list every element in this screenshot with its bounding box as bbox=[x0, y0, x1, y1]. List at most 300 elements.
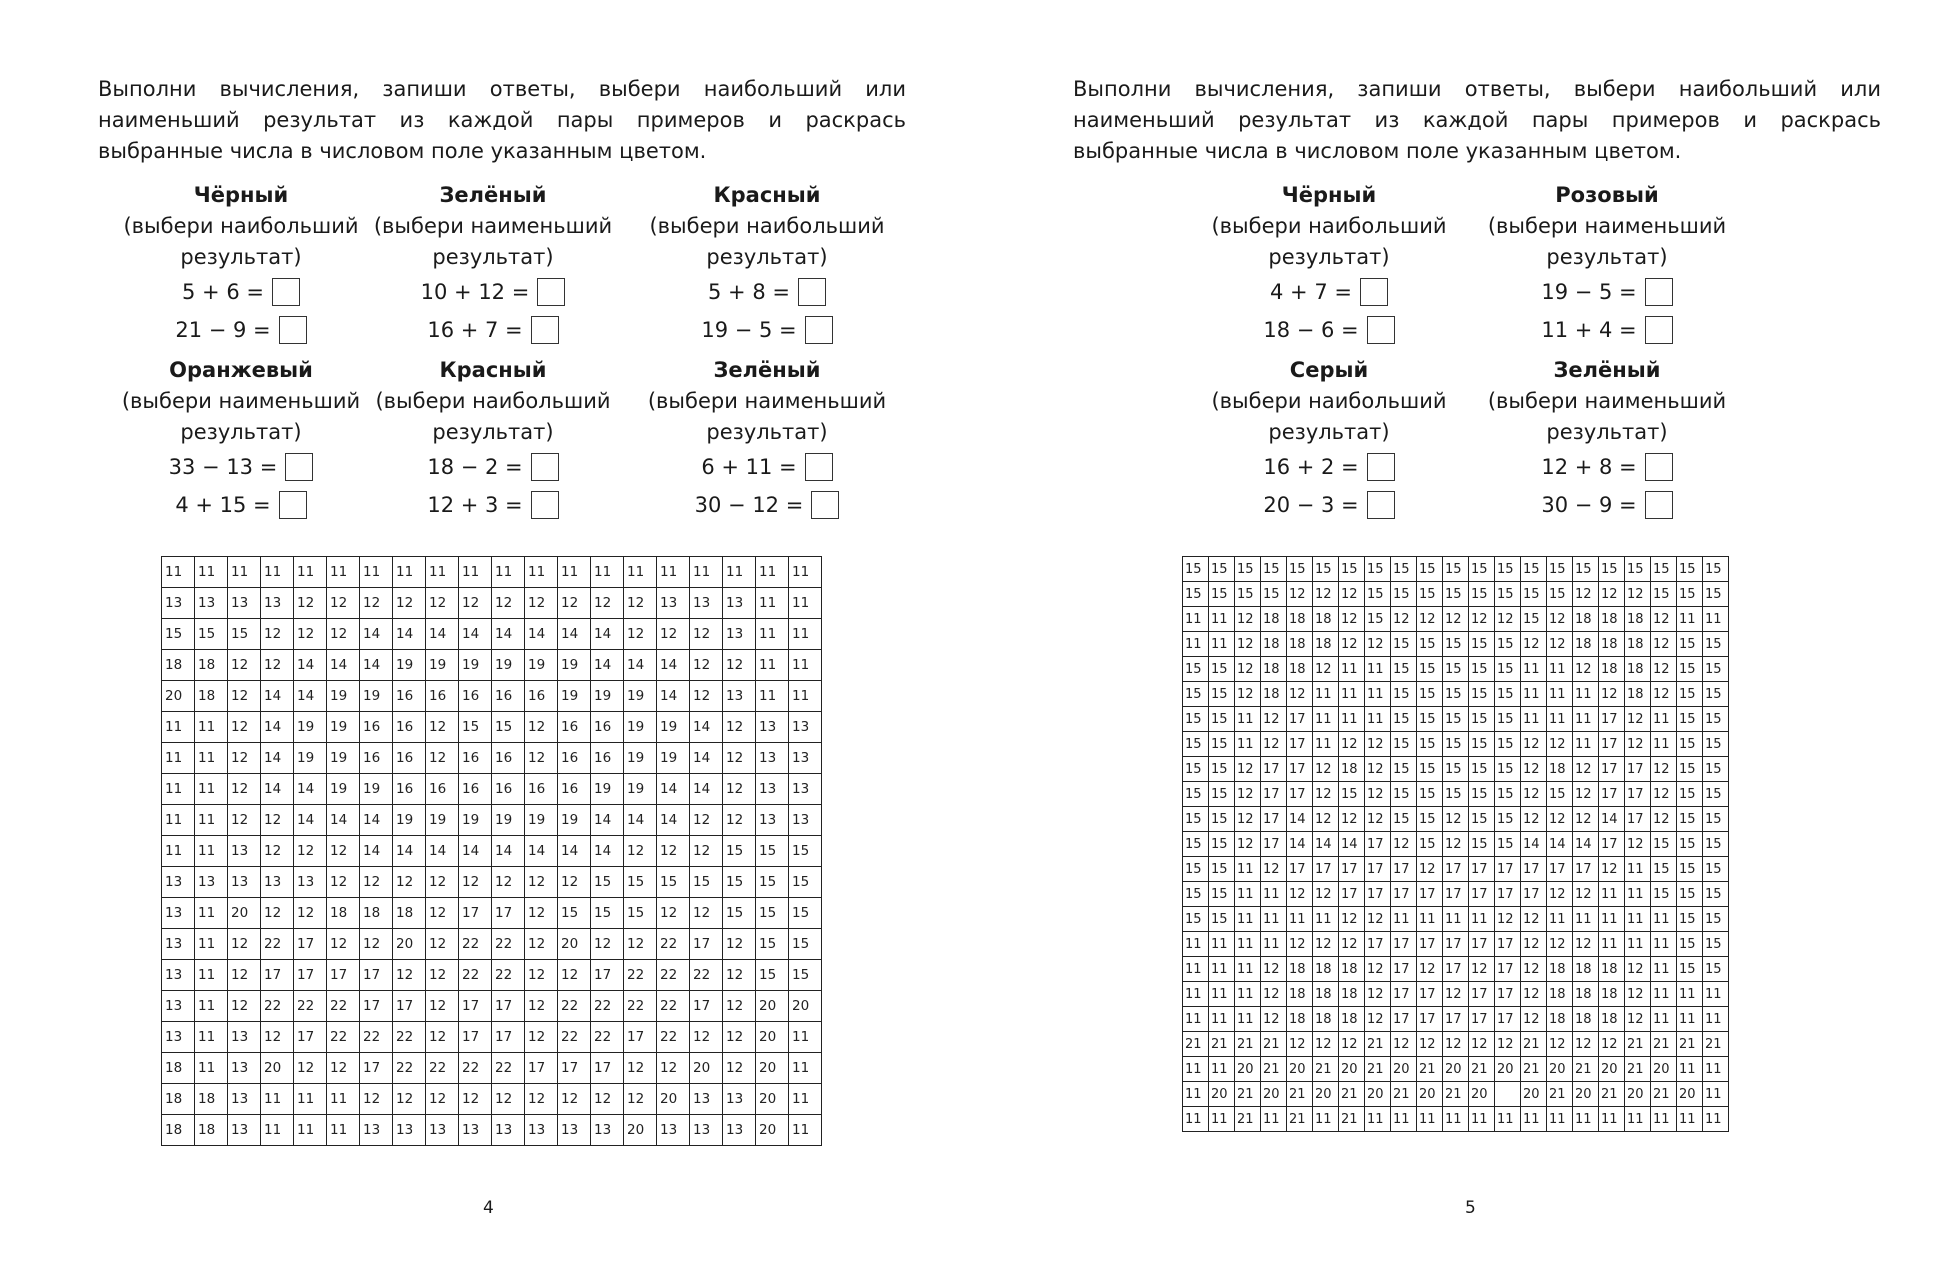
grid-cell[interactable]: 11 bbox=[1547, 1107, 1573, 1132]
grid-cell[interactable]: 11 bbox=[162, 712, 195, 743]
grid-cell[interactable]: 17 bbox=[1469, 857, 1495, 882]
grid-cell[interactable]: 15 bbox=[1443, 557, 1469, 582]
grid-cell[interactable]: 12 bbox=[1417, 857, 1443, 882]
grid-cell[interactable]: 14 bbox=[558, 619, 591, 650]
grid-cell[interactable]: 11 bbox=[1547, 907, 1573, 932]
grid-cell[interactable]: 15 bbox=[1703, 682, 1729, 707]
grid-cell[interactable]: 12 bbox=[1235, 607, 1261, 632]
grid-cell[interactable]: 11 bbox=[1677, 982, 1703, 1007]
grid-cell[interactable]: 12 bbox=[525, 867, 558, 898]
grid-cell[interactable]: 12 bbox=[261, 898, 294, 929]
grid-cell[interactable]: 15 bbox=[1495, 682, 1521, 707]
grid-cell[interactable]: 14 bbox=[360, 650, 393, 681]
grid-cell[interactable]: 12 bbox=[1313, 807, 1339, 832]
grid-cell[interactable]: 22 bbox=[393, 1022, 426, 1053]
grid-cell[interactable]: 11 bbox=[1469, 907, 1495, 932]
grid-cell[interactable]: 15 bbox=[1599, 557, 1625, 582]
grid-cell[interactable]: 15 bbox=[1677, 807, 1703, 832]
grid-cell[interactable]: 19 bbox=[525, 650, 558, 681]
grid-cell[interactable]: 13 bbox=[657, 1115, 690, 1146]
grid-cell[interactable]: 18 bbox=[195, 681, 228, 712]
grid-cell[interactable]: 15 bbox=[1183, 782, 1209, 807]
grid-cell[interactable]: 12 bbox=[723, 743, 756, 774]
grid-cell[interactable]: 22 bbox=[558, 991, 591, 1022]
grid-cell[interactable]: 12 bbox=[624, 929, 657, 960]
grid-cell[interactable]: 11 bbox=[162, 836, 195, 867]
grid-cell[interactable]: 15 bbox=[1391, 632, 1417, 657]
answer-box[interactable] bbox=[279, 316, 307, 344]
grid-cell[interactable]: 14 bbox=[657, 681, 690, 712]
grid-cell[interactable]: 19 bbox=[360, 681, 393, 712]
grid-cell[interactable]: 11 bbox=[756, 557, 789, 588]
grid-cell[interactable]: 14 bbox=[327, 805, 360, 836]
grid-cell[interactable]: 11 bbox=[756, 681, 789, 712]
grid-cell[interactable]: 11 bbox=[261, 557, 294, 588]
grid-cell[interactable]: 11 bbox=[1183, 607, 1209, 632]
grid-cell[interactable]: 14 bbox=[1547, 832, 1573, 857]
grid-cell[interactable]: 11 bbox=[1547, 682, 1573, 707]
grid-cell[interactable]: 11 bbox=[1521, 707, 1547, 732]
grid-cell[interactable]: 13 bbox=[162, 991, 195, 1022]
grid-cell[interactable]: 12 bbox=[558, 588, 591, 619]
grid-cell[interactable]: 12 bbox=[1625, 1007, 1651, 1032]
grid-cell[interactable]: 15 bbox=[1703, 857, 1729, 882]
grid-cell[interactable]: 11 bbox=[294, 1115, 327, 1146]
grid-cell[interactable]: 11 bbox=[1235, 982, 1261, 1007]
grid-cell[interactable]: 12 bbox=[1235, 807, 1261, 832]
grid-cell[interactable]: 15 bbox=[1443, 632, 1469, 657]
grid-cell[interactable]: 17 bbox=[1261, 782, 1287, 807]
grid-cell[interactable]: 19 bbox=[327, 743, 360, 774]
grid-cell[interactable]: 11 bbox=[195, 1053, 228, 1084]
grid-cell[interactable]: 12 bbox=[360, 1084, 393, 1115]
grid-cell[interactable]: 20 bbox=[1599, 1057, 1625, 1082]
grid-cell[interactable]: 12 bbox=[1651, 807, 1677, 832]
grid-cell[interactable]: 12 bbox=[1417, 607, 1443, 632]
grid-cell[interactable]: 14 bbox=[624, 805, 657, 836]
grid-cell[interactable]: 12 bbox=[261, 650, 294, 681]
grid-cell[interactable]: 17 bbox=[1417, 1007, 1443, 1032]
grid-cell[interactable]: 17 bbox=[591, 1053, 624, 1084]
grid-cell[interactable]: 14 bbox=[525, 619, 558, 650]
grid-cell[interactable]: 12 bbox=[228, 743, 261, 774]
grid-cell[interactable]: 15 bbox=[1677, 632, 1703, 657]
grid-cell[interactable]: 15 bbox=[1443, 582, 1469, 607]
grid-cell[interactable]: 20 bbox=[1443, 1057, 1469, 1082]
grid-cell[interactable]: 14 bbox=[492, 836, 525, 867]
grid-cell[interactable]: 15 bbox=[1209, 732, 1235, 757]
answer-box[interactable] bbox=[272, 278, 300, 306]
grid-cell[interactable]: 11 bbox=[1573, 682, 1599, 707]
grid-cell[interactable]: 12 bbox=[1625, 957, 1651, 982]
grid-cell[interactable]: 15 bbox=[756, 929, 789, 960]
grid-cell[interactable]: 12 bbox=[690, 619, 723, 650]
grid-cell[interactable]: 21 bbox=[1339, 1082, 1365, 1107]
grid-cell[interactable]: 12 bbox=[1313, 782, 1339, 807]
grid-cell[interactable]: 21 bbox=[1417, 1057, 1443, 1082]
grid-cell[interactable]: 15 bbox=[1677, 907, 1703, 932]
grid-cell[interactable]: 11 bbox=[1651, 982, 1677, 1007]
grid-cell[interactable]: 15 bbox=[1287, 557, 1313, 582]
grid-cell[interactable]: 14 bbox=[492, 619, 525, 650]
grid-cell[interactable]: 15 bbox=[1183, 707, 1209, 732]
grid-cell[interactable]: 11 bbox=[1183, 932, 1209, 957]
grid-cell[interactable]: 14 bbox=[1599, 807, 1625, 832]
grid-cell[interactable]: 20 bbox=[756, 1115, 789, 1146]
grid-cell[interactable]: 13 bbox=[261, 867, 294, 898]
grid-cell[interactable]: 12 bbox=[723, 1053, 756, 1084]
grid-cell[interactable]: 11 bbox=[1625, 907, 1651, 932]
grid-cell[interactable]: 15 bbox=[1417, 757, 1443, 782]
grid-cell[interactable]: 15 bbox=[1677, 957, 1703, 982]
grid-cell[interactable]: 17 bbox=[1469, 882, 1495, 907]
grid-cell[interactable]: 21 bbox=[1261, 1057, 1287, 1082]
grid-cell[interactable]: 12 bbox=[1339, 732, 1365, 757]
grid-cell[interactable]: 12 bbox=[1339, 907, 1365, 932]
grid-cell[interactable]: 12 bbox=[525, 743, 558, 774]
grid-cell[interactable]: 12 bbox=[1495, 1032, 1521, 1057]
grid-cell[interactable]: 12 bbox=[1391, 607, 1417, 632]
grid-cell[interactable]: 13 bbox=[789, 712, 822, 743]
grid-cell[interactable]: 21 bbox=[1469, 1057, 1495, 1082]
grid-cell[interactable]: 15 bbox=[591, 898, 624, 929]
grid-cell[interactable]: 18 bbox=[1547, 1007, 1573, 1032]
grid-cell[interactable]: 15 bbox=[1495, 557, 1521, 582]
grid-cell[interactable]: 15 bbox=[624, 867, 657, 898]
grid-cell[interactable]: 15 bbox=[1677, 832, 1703, 857]
grid-cell[interactable]: 15 bbox=[1677, 782, 1703, 807]
grid-cell[interactable]: 15 bbox=[1651, 857, 1677, 882]
grid-cell[interactable]: 13 bbox=[789, 774, 822, 805]
grid-cell[interactable]: 15 bbox=[1677, 682, 1703, 707]
grid-cell[interactable]: 14 bbox=[459, 619, 492, 650]
grid-cell[interactable]: 12 bbox=[1391, 832, 1417, 857]
grid-cell[interactable]: 15 bbox=[1209, 807, 1235, 832]
grid-cell[interactable]: 19 bbox=[624, 743, 657, 774]
grid-cell[interactable]: 11 bbox=[195, 712, 228, 743]
grid-cell[interactable]: 20 bbox=[1521, 1082, 1547, 1107]
grid-cell[interactable]: 15 bbox=[1495, 657, 1521, 682]
grid-cell[interactable]: 18 bbox=[195, 1115, 228, 1146]
grid-cell[interactable]: 18 bbox=[1313, 1007, 1339, 1032]
grid-cell[interactable]: 15 bbox=[723, 836, 756, 867]
grid-cell[interactable]: 12 bbox=[1339, 807, 1365, 832]
grid-cell[interactable]: 11 bbox=[162, 557, 195, 588]
answer-box[interactable] bbox=[1645, 316, 1673, 344]
grid-cell[interactable]: 12 bbox=[360, 929, 393, 960]
grid-cell[interactable]: 12 bbox=[393, 588, 426, 619]
grid-cell[interactable]: 15 bbox=[1495, 807, 1521, 832]
grid-cell[interactable]: 11 bbox=[195, 743, 228, 774]
grid-cell[interactable]: 16 bbox=[525, 681, 558, 712]
grid-cell[interactable]: 12 bbox=[591, 1084, 624, 1115]
answer-box[interactable] bbox=[1645, 453, 1673, 481]
grid-cell[interactable]: 13 bbox=[492, 1115, 525, 1146]
grid-cell[interactable]: 13 bbox=[228, 867, 261, 898]
answer-box[interactable] bbox=[531, 316, 559, 344]
grid-cell[interactable]: 12 bbox=[492, 1084, 525, 1115]
grid-cell[interactable]: 18 bbox=[1287, 657, 1313, 682]
grid-cell[interactable]: 17 bbox=[1365, 932, 1391, 957]
grid-cell[interactable]: 11 bbox=[327, 557, 360, 588]
grid-cell[interactable]: 18 bbox=[1547, 982, 1573, 1007]
grid-cell[interactable]: 12 bbox=[261, 619, 294, 650]
grid-cell[interactable]: 12 bbox=[1599, 1032, 1625, 1057]
grid-cell[interactable]: 12 bbox=[1521, 932, 1547, 957]
grid-cell[interactable]: 13 bbox=[756, 805, 789, 836]
grid-cell[interactable]: 15 bbox=[1703, 907, 1729, 932]
grid-cell[interactable]: 12 bbox=[690, 1022, 723, 1053]
grid-cell[interactable]: 11 bbox=[756, 650, 789, 681]
grid-cell[interactable]: 14 bbox=[690, 712, 723, 743]
grid-cell[interactable]: 11 bbox=[1183, 1082, 1209, 1107]
grid-cell[interactable]: 15 bbox=[1209, 832, 1235, 857]
grid-cell[interactable]: 17 bbox=[1521, 882, 1547, 907]
grid-cell[interactable]: 20 bbox=[1417, 1082, 1443, 1107]
grid-cell[interactable]: 12 bbox=[393, 867, 426, 898]
grid-cell[interactable]: 17 bbox=[459, 1022, 492, 1053]
answer-box[interactable] bbox=[805, 453, 833, 481]
grid-cell[interactable]: 18 bbox=[1287, 957, 1313, 982]
grid-cell[interactable]: 11 bbox=[1183, 632, 1209, 657]
grid-cell[interactable]: 13 bbox=[690, 1115, 723, 1146]
grid-cell[interactable]: 20 bbox=[1209, 1082, 1235, 1107]
grid-cell[interactable]: 11 bbox=[1573, 1107, 1599, 1132]
grid-cell[interactable]: 22 bbox=[393, 1053, 426, 1084]
grid-cell[interactable]: 22 bbox=[327, 991, 360, 1022]
grid-cell[interactable]: 11 bbox=[1313, 1107, 1339, 1132]
grid-cell[interactable]: 22 bbox=[261, 929, 294, 960]
grid-cell[interactable]: 15 bbox=[1209, 682, 1235, 707]
grid-cell[interactable]: 15 bbox=[1209, 757, 1235, 782]
grid-cell[interactable]: 15 bbox=[1495, 782, 1521, 807]
grid-cell[interactable]: 15 bbox=[1677, 732, 1703, 757]
grid-cell[interactable]: 15 bbox=[1365, 557, 1391, 582]
grid-cell[interactable]: 11 bbox=[261, 1084, 294, 1115]
grid-cell[interactable]: 11 bbox=[1235, 857, 1261, 882]
grid-cell[interactable]: 17 bbox=[1287, 707, 1313, 732]
grid-cell[interactable]: 17 bbox=[1261, 807, 1287, 832]
grid-cell[interactable]: 14 bbox=[657, 805, 690, 836]
grid-cell[interactable]: 11 bbox=[195, 960, 228, 991]
grid-cell[interactable]: 12 bbox=[1339, 1032, 1365, 1057]
grid-cell[interactable]: 12 bbox=[525, 1084, 558, 1115]
grid-cell[interactable]: 12 bbox=[1313, 582, 1339, 607]
grid-cell[interactable]: 18 bbox=[1573, 632, 1599, 657]
grid-cell[interactable]: 12 bbox=[459, 867, 492, 898]
grid-cell[interactable]: 11 bbox=[360, 557, 393, 588]
grid-cell[interactable]: 16 bbox=[393, 712, 426, 743]
grid-cell[interactable]: 15 bbox=[1677, 757, 1703, 782]
grid-cell[interactable]: 12 bbox=[228, 929, 261, 960]
grid-cell[interactable]: 13 bbox=[789, 805, 822, 836]
grid-cell[interactable]: 11 bbox=[1235, 1007, 1261, 1032]
grid-cell[interactable]: 15 bbox=[591, 867, 624, 898]
grid-cell[interactable]: 15 bbox=[228, 619, 261, 650]
grid-cell[interactable]: 12 bbox=[1573, 757, 1599, 782]
grid-cell[interactable]: 11 bbox=[1235, 907, 1261, 932]
grid-cell[interactable]: 15 bbox=[1417, 557, 1443, 582]
grid-cell[interactable]: 16 bbox=[393, 743, 426, 774]
grid-cell[interactable]: 18 bbox=[1573, 1007, 1599, 1032]
grid-cell[interactable]: 20 bbox=[261, 1053, 294, 1084]
grid-cell[interactable]: 11 bbox=[1521, 657, 1547, 682]
grid-cell[interactable]: 17 bbox=[1599, 782, 1625, 807]
grid-cell[interactable]: 12 bbox=[1365, 957, 1391, 982]
grid-cell[interactable]: 14 bbox=[261, 743, 294, 774]
grid-cell[interactable]: 12 bbox=[558, 1084, 591, 1115]
grid-cell[interactable]: 17 bbox=[1365, 832, 1391, 857]
grid-cell[interactable]: 15 bbox=[1651, 557, 1677, 582]
grid-cell[interactable]: 14 bbox=[294, 650, 327, 681]
grid-cell[interactable]: 19 bbox=[624, 774, 657, 805]
grid-cell[interactable]: 15 bbox=[1261, 582, 1287, 607]
grid-cell[interactable]: 15 bbox=[1469, 557, 1495, 582]
grid-cell[interactable]: 15 bbox=[789, 898, 822, 929]
grid-cell[interactable]: 12 bbox=[1365, 982, 1391, 1007]
grid-cell[interactable]: 11 bbox=[1651, 957, 1677, 982]
grid-cell[interactable]: 15 bbox=[1547, 782, 1573, 807]
grid-cell[interactable]: 17 bbox=[690, 991, 723, 1022]
grid-cell[interactable]: 19 bbox=[525, 805, 558, 836]
grid-cell[interactable]: 11 bbox=[1625, 882, 1651, 907]
grid-cell[interactable]: 20 bbox=[1365, 1082, 1391, 1107]
answer-box[interactable] bbox=[531, 453, 559, 481]
grid-cell[interactable]: 21 bbox=[1521, 1032, 1547, 1057]
answer-box[interactable] bbox=[285, 453, 313, 481]
grid-cell[interactable]: 12 bbox=[228, 960, 261, 991]
grid-cell[interactable]: 15 bbox=[624, 898, 657, 929]
grid-cell[interactable]: 13 bbox=[525, 1115, 558, 1146]
grid-cell[interactable]: 11 bbox=[1183, 957, 1209, 982]
grid-cell[interactable]: 13 bbox=[723, 1115, 756, 1146]
grid-cell[interactable]: 11 bbox=[1365, 707, 1391, 732]
grid-cell[interactable]: 12 bbox=[723, 1022, 756, 1053]
grid-cell[interactable]: 12 bbox=[1261, 732, 1287, 757]
grid-cell[interactable]: 12 bbox=[261, 805, 294, 836]
grid-cell[interactable]: 16 bbox=[558, 712, 591, 743]
grid-cell[interactable]: 11 bbox=[327, 1115, 360, 1146]
grid-cell[interactable]: 11 bbox=[789, 1084, 822, 1115]
grid-cell[interactable]: 22 bbox=[492, 960, 525, 991]
grid-cell[interactable]: 12 bbox=[1443, 1032, 1469, 1057]
grid-cell[interactable]: 18 bbox=[162, 1115, 195, 1146]
grid-cell[interactable]: 11 bbox=[789, 1115, 822, 1146]
grid-cell[interactable]: 11 bbox=[1261, 932, 1287, 957]
grid-cell[interactable]: 20 bbox=[756, 1053, 789, 1084]
grid-cell[interactable]: 12 bbox=[1573, 657, 1599, 682]
grid-cell[interactable]: 12 bbox=[690, 805, 723, 836]
grid-cell[interactable]: 15 bbox=[1651, 832, 1677, 857]
grid-cell[interactable]: 17 bbox=[1599, 707, 1625, 732]
grid-cell[interactable]: 15 bbox=[1469, 632, 1495, 657]
grid-cell[interactable]: 12 bbox=[1313, 882, 1339, 907]
answer-box[interactable] bbox=[805, 316, 833, 344]
grid-cell[interactable]: 12 bbox=[657, 1053, 690, 1084]
grid-cell[interactable]: 17 bbox=[1287, 857, 1313, 882]
grid-cell[interactable]: 15 bbox=[756, 836, 789, 867]
grid-cell[interactable]: 11 bbox=[1365, 682, 1391, 707]
grid-cell[interactable]: 11 bbox=[1209, 957, 1235, 982]
grid-cell[interactable]: 12 bbox=[1365, 732, 1391, 757]
grid-cell[interactable]: 15 bbox=[1417, 707, 1443, 732]
grid-cell[interactable]: 15 bbox=[1677, 707, 1703, 732]
grid-cell[interactable]: 20 bbox=[1495, 1057, 1521, 1082]
grid-cell[interactable]: 11 bbox=[1443, 1107, 1469, 1132]
grid-cell[interactable]: 11 bbox=[1313, 682, 1339, 707]
grid-cell[interactable]: 12 bbox=[1443, 832, 1469, 857]
grid-cell[interactable]: 12 bbox=[1547, 632, 1573, 657]
grid-cell[interactable]: 15 bbox=[1391, 782, 1417, 807]
grid-cell[interactable]: 15 bbox=[1495, 632, 1521, 657]
grid-cell[interactable]: 22 bbox=[426, 1053, 459, 1084]
grid-cell[interactable]: 12 bbox=[1547, 932, 1573, 957]
grid-cell[interactable]: 12 bbox=[1651, 757, 1677, 782]
grid-cell[interactable]: 12 bbox=[624, 588, 657, 619]
grid-cell[interactable]: 12 bbox=[1521, 982, 1547, 1007]
grid-cell[interactable]: 12 bbox=[426, 929, 459, 960]
grid-cell[interactable]: 17 bbox=[459, 991, 492, 1022]
grid-cell[interactable]: 11 bbox=[756, 588, 789, 619]
grid-cell[interactable]: 15 bbox=[1313, 557, 1339, 582]
grid-cell[interactable]: 15 bbox=[1391, 682, 1417, 707]
grid-cell[interactable]: 20 bbox=[1339, 1057, 1365, 1082]
grid-cell[interactable]: 13 bbox=[261, 588, 294, 619]
grid-cell[interactable]: 12 bbox=[1651, 657, 1677, 682]
grid-cell[interactable]: 19 bbox=[294, 743, 327, 774]
grid-cell[interactable]: 15 bbox=[1443, 732, 1469, 757]
grid-cell[interactable]: 22 bbox=[690, 960, 723, 991]
grid-cell[interactable]: 13 bbox=[195, 867, 228, 898]
grid-cell[interactable]: 11 bbox=[1625, 932, 1651, 957]
grid-cell[interactable]: 11 bbox=[525, 557, 558, 588]
grid-cell[interactable]: 20 bbox=[1677, 1082, 1703, 1107]
grid-cell[interactable]: 18 bbox=[1313, 957, 1339, 982]
grid-cell[interactable]: 12 bbox=[558, 867, 591, 898]
grid-cell[interactable]: 18 bbox=[1599, 632, 1625, 657]
grid-cell[interactable]: 12 bbox=[228, 681, 261, 712]
grid-cell[interactable]: 12 bbox=[360, 867, 393, 898]
grid-cell[interactable]: 12 bbox=[624, 1084, 657, 1115]
grid-cell[interactable]: 13 bbox=[591, 1115, 624, 1146]
grid-cell[interactable]: 12 bbox=[1573, 1032, 1599, 1057]
grid-cell[interactable]: 16 bbox=[393, 681, 426, 712]
grid-cell[interactable]: 15 bbox=[1677, 582, 1703, 607]
grid-cell[interactable]: 12 bbox=[1521, 632, 1547, 657]
grid-cell[interactable]: 12 bbox=[1651, 682, 1677, 707]
grid-cell[interactable]: 15 bbox=[1209, 907, 1235, 932]
grid-cell[interactable]: 17 bbox=[1391, 932, 1417, 957]
grid-cell[interactable]: 18 bbox=[1573, 982, 1599, 1007]
grid-cell[interactable]: 15 bbox=[1417, 782, 1443, 807]
grid-cell[interactable]: 12 bbox=[525, 588, 558, 619]
grid-cell[interactable]: 12 bbox=[1365, 757, 1391, 782]
grid-cell[interactable]: 16 bbox=[426, 681, 459, 712]
grid-cell[interactable]: 12 bbox=[1261, 957, 1287, 982]
grid-cell[interactable]: 16 bbox=[492, 774, 525, 805]
grid-cell[interactable]: 15 bbox=[1469, 707, 1495, 732]
grid-cell[interactable]: 12 bbox=[1521, 1007, 1547, 1032]
grid-cell[interactable]: 22 bbox=[624, 960, 657, 991]
grid-cell[interactable]: 15 bbox=[1443, 657, 1469, 682]
grid-cell[interactable]: 12 bbox=[1443, 807, 1469, 832]
grid-cell[interactable]: 18 bbox=[162, 1053, 195, 1084]
grid-cell[interactable]: 17 bbox=[1495, 982, 1521, 1007]
grid-cell[interactable]: 17 bbox=[1443, 882, 1469, 907]
grid-cell[interactable]: 12 bbox=[1365, 907, 1391, 932]
grid-cell[interactable]: 11 bbox=[1209, 932, 1235, 957]
grid-cell[interactable]: 20 bbox=[756, 991, 789, 1022]
